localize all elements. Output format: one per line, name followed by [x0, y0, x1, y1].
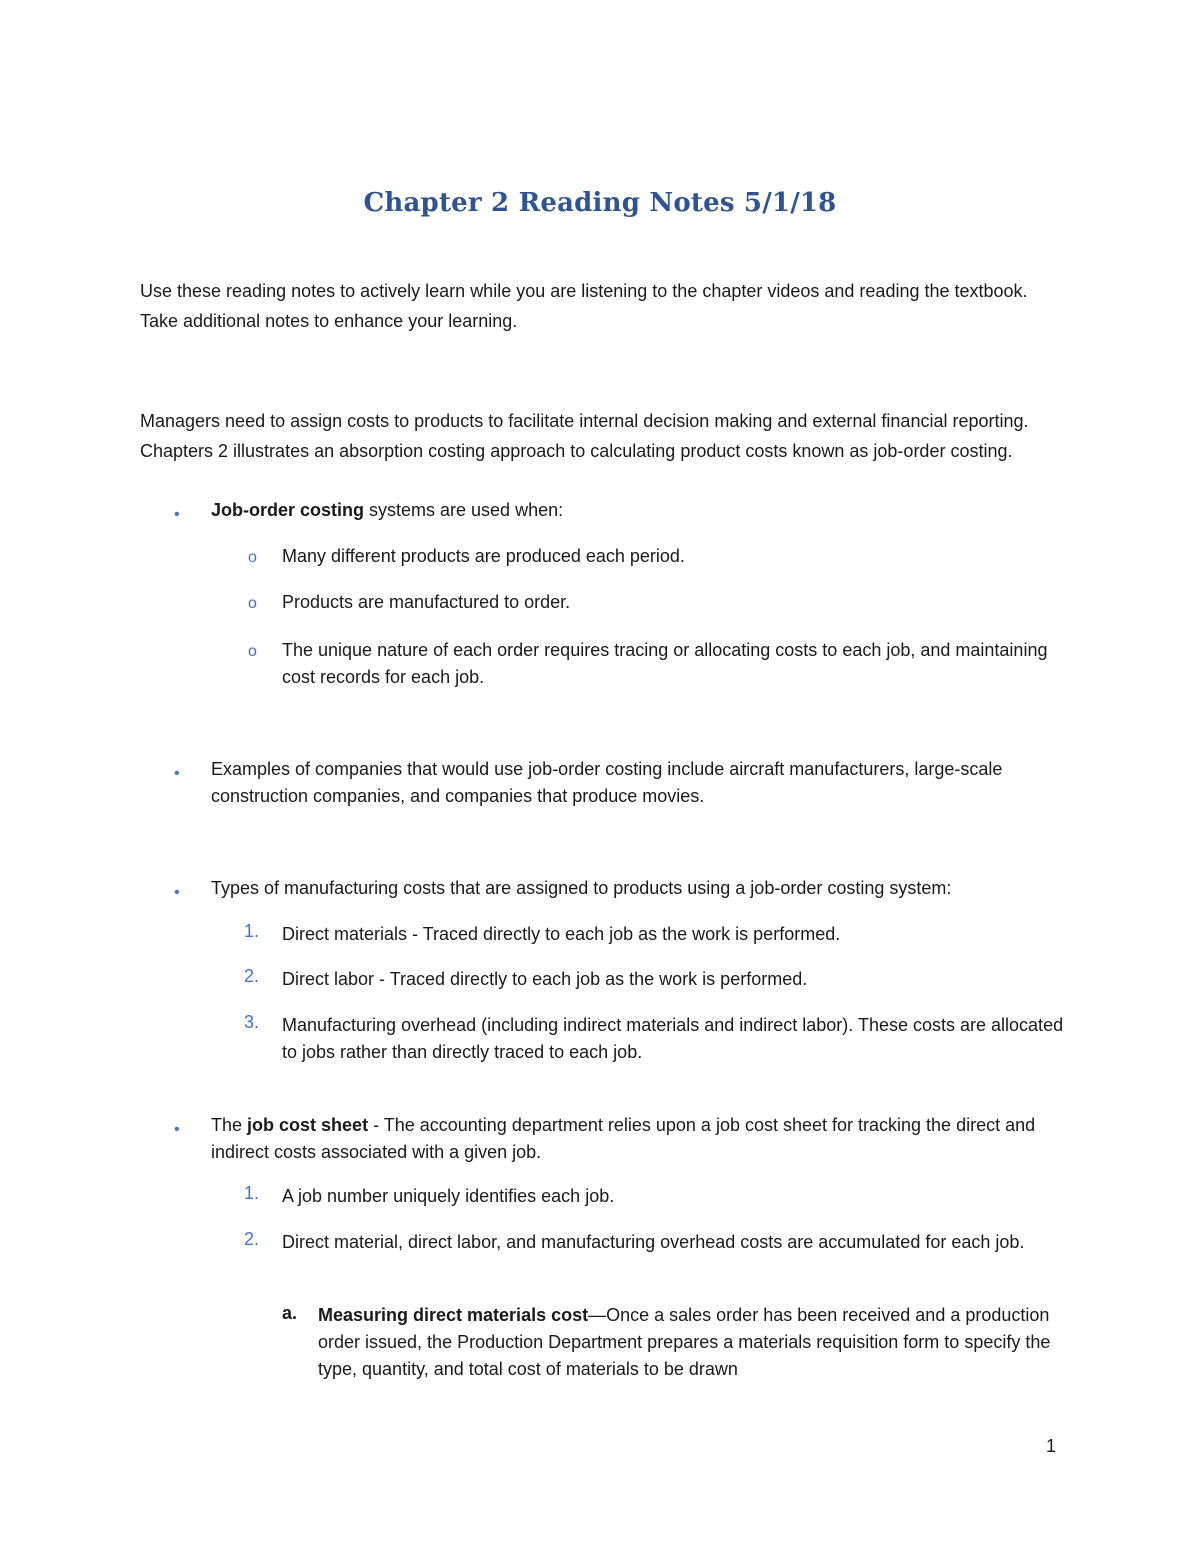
lettered-item — [318, 1302, 1078, 1383]
bullet-job-cost-sheet — [211, 1112, 1071, 1166]
bullet-text: The — [211, 1115, 248, 1135]
bullet-examples: Examples of companies that would use job-order costing include aircraft manufacturers, large-scale construction companies, and companies that produce movies. — [211, 759, 1003, 806]
managers-paragraph: Managers need to assign costs to products to facilitate internal decision making and external financial reporting. Chapters 2 illustrates an absorption costing approach to calculating product costs known as job-order costing. — [140, 411, 1029, 461]
bullet-cost-types: Types of manufacturing costs that are assigned to products using a job-order costing system: — [211, 878, 952, 898]
bullet-text: - The accounting department relies upon a job cost sheet for tracking the direct and indirect costs associated with a given job. — [211, 1115, 1036, 1162]
bullet-marker: • — [174, 765, 180, 782]
number-marker: 2. — [244, 966, 260, 986]
bold-term: job cost sheet — [247, 1115, 369, 1135]
numbered-item: A job number uniquely identifies each job. — [282, 1186, 615, 1206]
sub-item: Many different products are produced each period. — [282, 546, 685, 566]
numbered-item: Direct materials - Traced directly to each job as the work is performed. — [282, 924, 841, 944]
bullet-marker: • — [174, 506, 180, 523]
number-marker: 2. — [244, 1229, 260, 1249]
number-marker: 1. — [244, 1183, 260, 1203]
sub-item: Products are manufactured to order. — [282, 592, 571, 612]
circle-marker: o — [248, 643, 257, 660]
bullet-job-order-costing — [211, 497, 1071, 524]
bullet-marker: • — [174, 1121, 180, 1138]
intro-paragraph: Use these reading notes to actively learn while you are listening to the chapter videos and reading the textbook. Take additional notes to enhance your learning. — [140, 281, 1028, 331]
bullet-marker: • — [174, 884, 180, 901]
page-number: 1 — [1046, 1436, 1057, 1456]
bullet-text: systems are used when: — [364, 500, 564, 520]
numbered-item: Direct material, direct labor, and manufacturing overhead costs are accumulated for each job. — [282, 1232, 1025, 1252]
letter-marker: a. — [282, 1303, 298, 1323]
item-text: —Once a sales order has been received and a production order issued, the Production Department prepares a materials requisition form to specify the type, quantity, and total cost of materials to be drawn — [318, 1305, 1051, 1379]
circle-marker: o — [248, 549, 257, 566]
numbered-item: Direct labor - Traced directly to each job as the work is performed. — [282, 969, 808, 989]
sub-item: The unique nature of each order requires tracing or allocating costs to each job, and maintaining cost records for each job. — [282, 640, 1048, 687]
numbered-item: Manufacturing overhead (including indirect materials and indirect labor). These costs are allocated to jobs rather than directly traced to each job. — [282, 1015, 1064, 1062]
number-marker: 1. — [244, 921, 260, 941]
bold-term: Job-order costing — [211, 500, 365, 520]
number-marker: 3. — [244, 1012, 260, 1032]
page-title: Chapter 2 Reading Notes 5/1/18 — [363, 188, 837, 218]
bold-term: Measuring direct materials cost — [318, 1305, 589, 1325]
circle-marker: o — [248, 595, 257, 612]
